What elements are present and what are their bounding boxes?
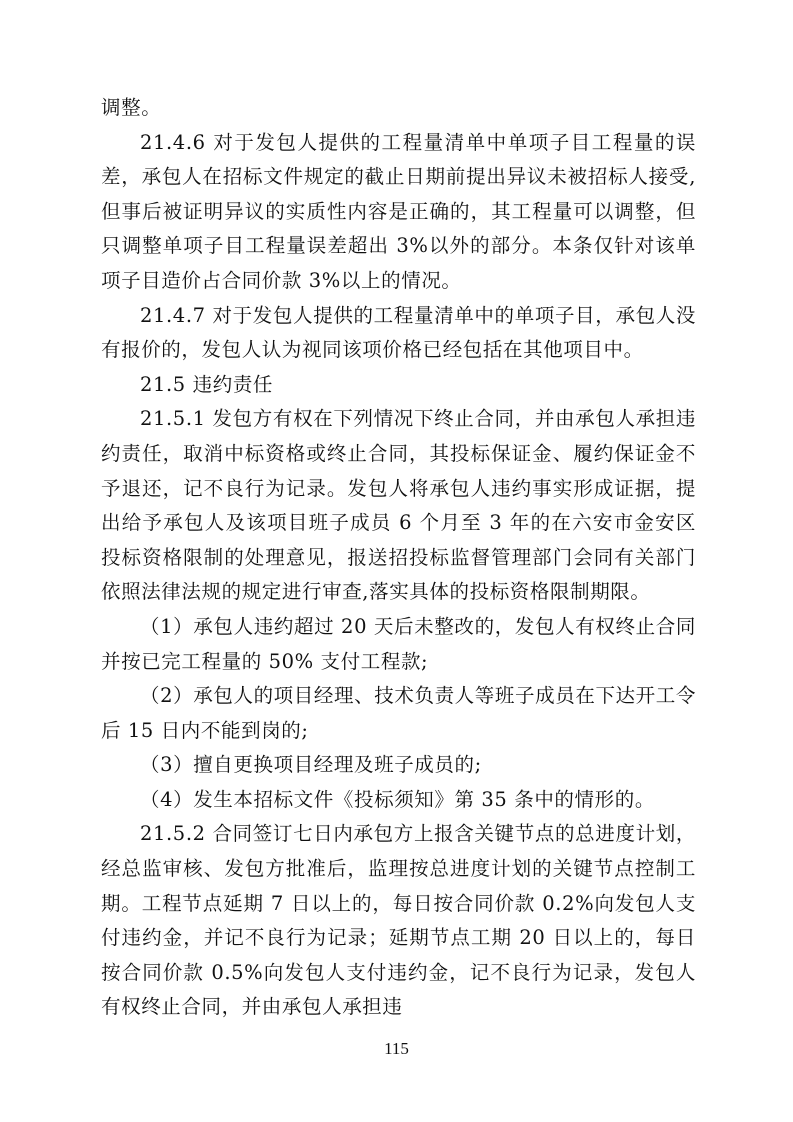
body-text xyxy=(101,91,696,1025)
paragraph-21-4-6: 21.4.6 对于发包人提供的工程量清单中单项子目工程量的误差，承包人在招标文件规定的截止日期前提出异议未被招标人接受,但事后被证明异议的实质性内容是正确的，其工程量可以调整，但只调整单项子目工程量误差超出 3%以外的部分。本条仅针对该单项子目造价占合同价款 3%以上的情况。 xyxy=(101,130,696,292)
paragraph-21-4-7: 21.4.7 对于发包人提供的工程量清单中的单项子目，承包人没有报价的，发包人认为视同该项价格已经包括在其他项目中。 xyxy=(101,303,696,362)
paragraph-continuation: 调整。 xyxy=(101,96,162,119)
section-heading-21-5: 21.5 违约责任 xyxy=(140,372,274,396)
list-item-4: （4）发生本招标文件《投标须知》第 35 条中的情形的。 xyxy=(140,787,655,811)
paragraph-21-5-1: 21.5.1 发包方有权在下列情况下终止合同，并由承包人承担违约责任，取消中标资格或终止合同，其投标保证金、履约保证金不予退还，记不良行为记录。发包人将承包人违约事实形成证据，提出给予承包人及该项目班子成员 6 个月至 3 年的在六安市金安区投标资格限制的处理意见，报送招投标监督管理部门会同有关部门依照法律法规的规定进行审查,落实具体的投标资格限制期限。 xyxy=(101,407,696,604)
list-item-1: （1）承包人违约超过 20 天后未整改的，发包人有权终止合同并按已完工程量的 50% 支付工程款; xyxy=(101,614,696,673)
paragraph-21-5-2: 21.5.2 合同签订七日内承包方上报含关键节点的总进度计划，经总监审核、发包方批准后，监理按总进度计划的关键节点控制工期。工程节点延期 7 日以上的，每日按合同价款 0.2%向发包人支付违约金，并记不良行为记录；延期节点工期 20 日以上的，每日按合同价款 0.5%向发包人支付违约金，记不良行为记录，发包人有权终止合同，并由承包人承担违 xyxy=(101,822,696,1019)
list-item-3: （3）擅自更换项目经理及班子成员的; xyxy=(140,753,482,777)
page-number: 115 xyxy=(384,1039,409,1058)
list-item-2: （2）承包人的项目经理、技术负责人等班子成员在下达开工令后 15 日内不能到岗的; xyxy=(101,684,696,742)
